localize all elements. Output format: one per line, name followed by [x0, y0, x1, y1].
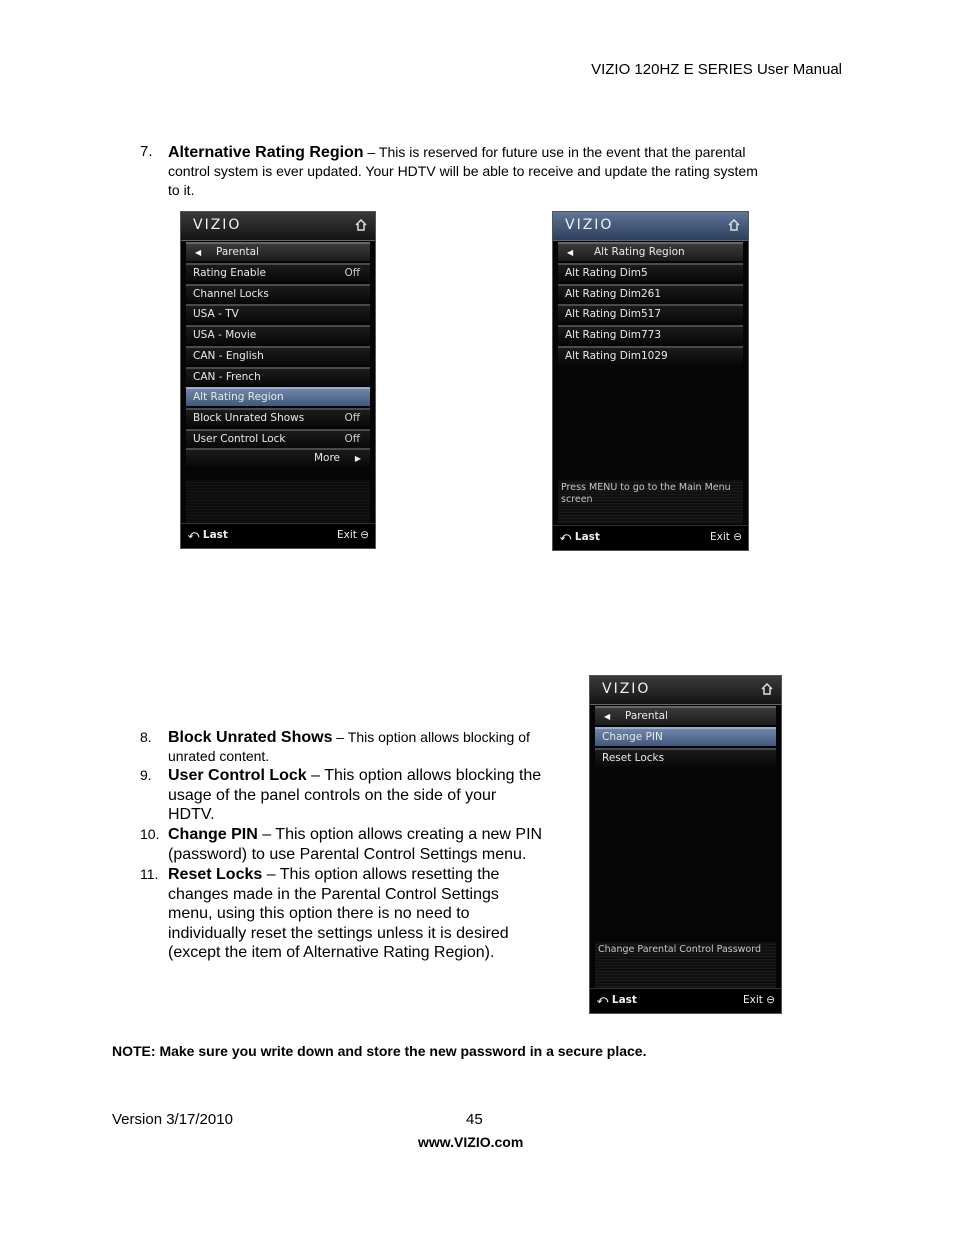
last-label: ⤺ Last: [560, 531, 600, 543]
menu-hint-text: Press MENU to go to the Main Menu screen: [558, 480, 743, 524]
menu-item-can-french: CAN - French: [186, 367, 370, 386]
tv-menu-screenshot-alt-rating-region: [552, 211, 749, 551]
menu-footer: [181, 523, 375, 548]
menu-item-rating-enable: Rating Enable Off: [186, 263, 370, 282]
menu-item-alt-rating-dim517: Alt Rating Dim517: [558, 304, 743, 323]
item-title: Reset Locks: [168, 866, 263, 883]
footer-url: www.VIZIO.com: [418, 1134, 524, 1150]
menu-item-more: More ▶: [186, 448, 370, 467]
manual-title: VIZIO 120HZ E SERIES User Manual: [591, 61, 842, 78]
chevron-right-icon: ▶: [354, 454, 361, 463]
tv-menu-screenshot-parental: [180, 211, 376, 549]
back-arrow-icon: ◀: [195, 248, 202, 257]
footer-version: Version 3/17/2010: [112, 1111, 233, 1128]
item-title: Change PIN: [168, 826, 258, 843]
menu-empty-area: [186, 480, 370, 524]
menu-footer: [590, 988, 781, 1013]
menu-item-alt-rating-dim261: Alt Rating Dim261: [558, 284, 743, 303]
exit-label: Exit ⊖: [336, 529, 369, 541]
menu-title-bar: [553, 212, 748, 241]
menu-header-parental: [595, 706, 776, 725]
home-icon: [355, 219, 367, 231]
menu-item-usa-movie: USA - Movie: [186, 325, 370, 344]
home-icon: [728, 219, 740, 231]
menu-item-user-control-lock: User Control Lock Off: [186, 429, 370, 448]
item-number: 7.: [140, 143, 153, 160]
item-desc: control system is ever updated. Your HDTV will be able to receive and update the rating system: [168, 163, 758, 179]
tv-menu-screenshot-parental-pin: [589, 675, 782, 1014]
vizio-logo: VIZIO: [193, 217, 242, 233]
menu-header-label: Parental: [216, 246, 259, 258]
menu-title-bar: [181, 212, 375, 241]
item-title: Alternative Rating Region: [168, 144, 364, 161]
menu-header-label: Parental: [625, 710, 668, 722]
last-label: ⤺ Last: [188, 529, 228, 541]
back-arrow-icon: ◀: [604, 712, 611, 721]
menu-footer: [553, 525, 748, 550]
menu-item-alt-rating-dim5: Alt Rating Dim5: [558, 263, 743, 282]
menu-item-reset-locks: Reset Locks: [595, 748, 776, 767]
menu-hint-text: Change Parental Control Password: [595, 942, 776, 988]
exit-label: Exit ⊖: [709, 531, 742, 543]
item-title: User Control Lock: [168, 767, 307, 784]
exit-label: Exit ⊖: [742, 994, 775, 1006]
menu-item-block-unrated-shows: Block Unrated Shows Off: [186, 408, 370, 427]
page-number: 45: [466, 1111, 483, 1128]
last-label: ⤺ Last: [597, 994, 637, 1006]
menu-item-usa-tv: USA - TV: [186, 304, 370, 323]
menu-title-bar: [590, 676, 781, 705]
menu-item-can-english: CAN - English: [186, 346, 370, 365]
menu-item-alt-rating-region: Alt Rating Region: [186, 387, 370, 406]
home-icon: [761, 683, 773, 695]
item-title: Block Unrated Shows: [168, 729, 333, 746]
back-arrow-icon: ◀: [567, 248, 574, 257]
menu-header-alt-rating-region: [558, 242, 743, 261]
menu-header-parental: [186, 242, 370, 261]
menu-item-alt-rating-dim1029: Alt Rating Dim1029: [558, 346, 743, 365]
menu-item-alt-rating-dim773: Alt Rating Dim773: [558, 325, 743, 344]
vizio-logo: VIZIO: [602, 681, 651, 697]
item-desc: to it.: [168, 182, 195, 198]
menu-item-channel-locks: Channel Locks: [186, 284, 370, 303]
note-text: NOTE: Make sure you write down and store the new password in a secure place.: [112, 1043, 647, 1059]
vizio-logo: VIZIO: [565, 217, 614, 233]
menu-item-change-pin: Change PIN: [595, 727, 776, 746]
menu-header-label: Alt Rating Region: [594, 246, 685, 258]
item-desc: – This is reserved for future use in the event that the parental: [363, 144, 746, 160]
